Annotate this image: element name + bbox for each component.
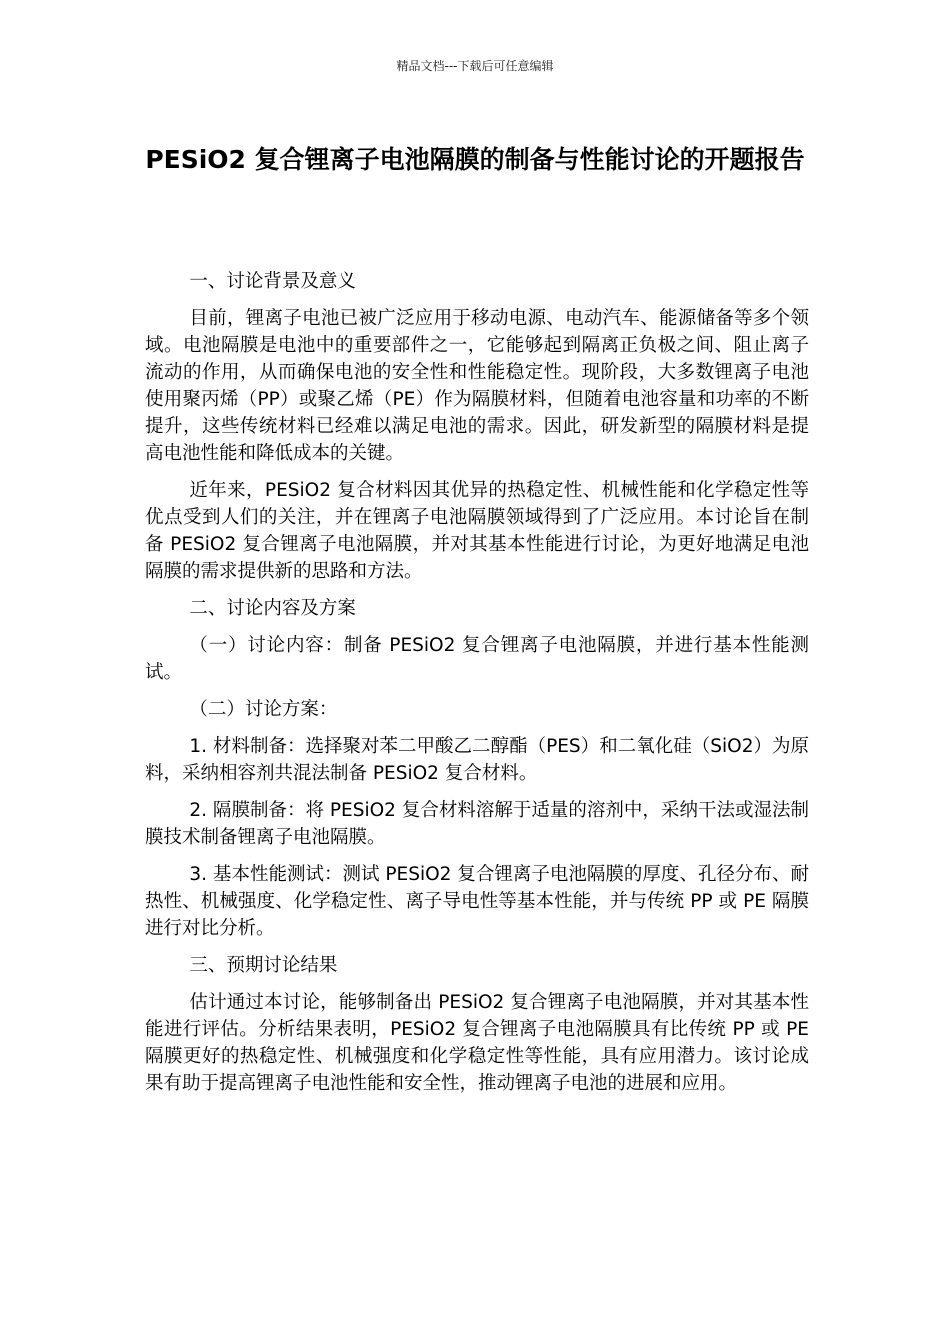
section-3-heading: 三、预期讨论结果 <box>189 955 338 976</box>
document-title: PESiO2 复合锂离子电池隔膜的制备与性能讨论的开题报告 <box>145 145 805 174</box>
document-body <box>145 268 809 1107</box>
section-1-paragraph-1: 目前，锂离子电池已被广泛应用于移动电源、电动汽车、能源储备等多个领域。电池隔膜是电池中的重要部件之一，它能够起到隔离正负极之间、阻止离子流动的作用，从而确保电池的安全性和性能稳定性。现阶段，大多数锂离子电池使用聚丙烯（PP）或聚乙烯（PE）作为隔膜材料，但随着电池容量和功率的不断提升，这些传统材料已经难以满足电池的需求。因此，研发新型的隔膜材料是提高电池性能和降低成本的关键。 <box>145 308 809 464</box>
section-2-research-content: （一）讨论内容：制备 PESiO2 复合锂离子电池隔膜，并进行基本性能测试。 <box>145 635 809 683</box>
page-header-note: 精品文档---下载后可任意编辑 <box>396 59 554 73</box>
section-2-step-3: 3. 基本性能测试：测试 PESiO2 复合锂离子电池隔膜的厚度、孔径分布、耐热性、机械强度、化学稳定性、离子导电性等基本性能，并与传统 PP 或 PE 隔膜进行对比分析。 <box>145 864 809 939</box>
section-2-step-1: 1. 材料制备：选择聚对苯二甲酸乙二醇酯（PES）和二氧化硅（SiO2）为原料，采纳相容剂共混法制备 PESiO2 复合材料。 <box>145 736 809 784</box>
section-2-step-2: 2. 隔膜制备：将 PESiO2 复合材料溶解于适量的溶剂中，采纳干法或湿法制膜技术制备锂离子电池隔膜。 <box>145 800 809 848</box>
section-1-heading: 一、讨论背景及意义 <box>189 271 356 292</box>
section-2-plan-heading: （二）讨论方案： <box>189 699 338 720</box>
section-1-paragraph-2: 近年来，PESiO2 复合材料因其优异的热稳定性、机械性能和化学稳定性等优点受到人们的关注，并在锂离子电池隔膜领域得到了广泛应用。本讨论旨在制备 PESiO2 复合锂离子电池隔膜，并对其基本性能进行讨论，为更好地满足电池隔膜的需求提供新的思路和方法。 <box>145 480 809 582</box>
section-2-heading: 二、讨论内容及方案 <box>189 598 356 619</box>
section-3-paragraph-1: 估计通过本讨论，能够制备出 PESiO2 复合锂离子电池隔膜，并对其基本性能进行评估。分析结果表明，PESiO2 复合锂离子电池隔膜具有比传统 PP 或 PE 隔膜更好的热稳定性、机械强度和化学稳定性等性能，具有应用潜力。该讨论成果有助于提高锂离子电池性能和安全性，推动锂离子电池的进展和应用。 <box>145 992 809 1094</box>
